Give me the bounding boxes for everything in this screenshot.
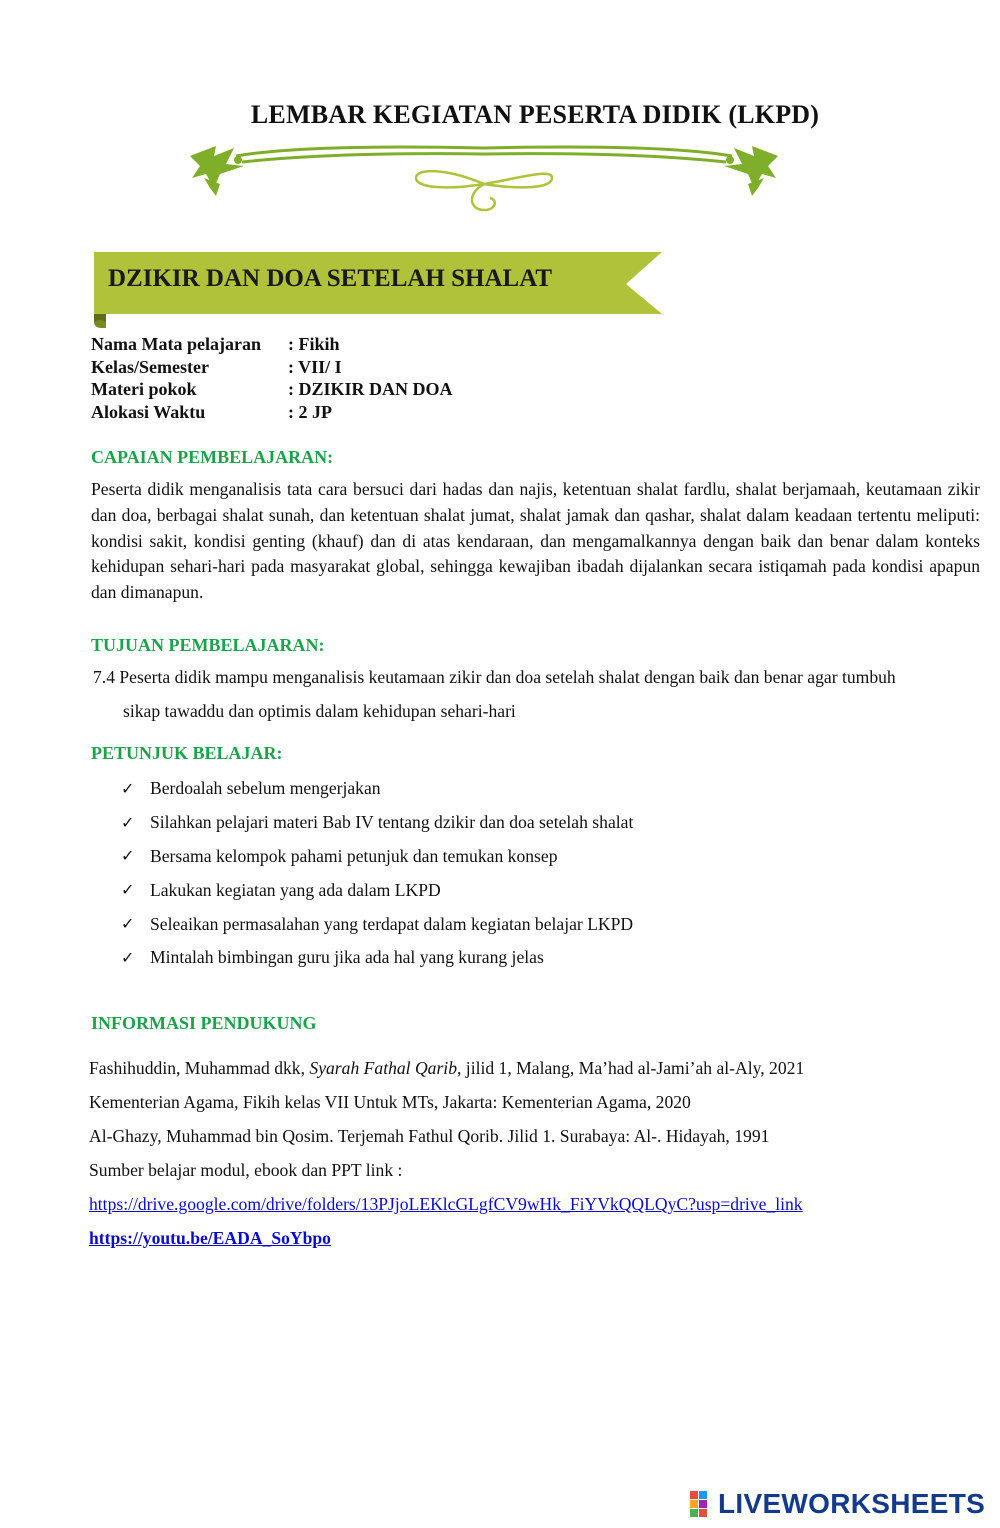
meta-row-time bbox=[91, 401, 453, 424]
reference-3: Al-Ghazy, Muhammad bin Qosim. Terjemah Fathul Qorib. Jilid 1. Surabaya: Al-. Hidayah, 1991 bbox=[89, 1126, 770, 1146]
meta-label: Nama Mata pelajaran bbox=[91, 334, 261, 354]
reference-title: Syarah Fathal Qarib, bbox=[309, 1058, 462, 1078]
check-icon: ✓ bbox=[121, 882, 135, 900]
check-icon: ✓ bbox=[121, 814, 135, 832]
liveworksheets-logo-icon bbox=[690, 1491, 718, 1517]
check-icon: ✓ bbox=[121, 848, 135, 866]
list-item bbox=[121, 772, 633, 806]
list-item bbox=[121, 941, 633, 975]
reference-2: Kementerian Agama, Fikih kelas VII Untuk MTs, Jakarta: Kementerian Agama, 2020 bbox=[89, 1092, 691, 1112]
lesson-meta bbox=[91, 333, 453, 423]
meta-label: Materi pokok bbox=[91, 379, 197, 399]
reference-author: Fashihuddin, Muhammad dkk, bbox=[89, 1058, 310, 1078]
meta-value: : DZIKIR DAN DOA bbox=[288, 379, 453, 399]
meta-value: : VII/ I bbox=[288, 356, 342, 377]
reference-1 bbox=[89, 1055, 804, 1089]
document-title: LEMBAR KEGIATAN PESERTA DIDIK (LKPD) bbox=[250, 100, 820, 129]
tujuan-line-2: sikap tawaddu dan optimis dalam kehidupan sehari-hari bbox=[123, 701, 516, 721]
list-item bbox=[121, 873, 633, 907]
list-item bbox=[121, 840, 633, 874]
check-icon: ✓ bbox=[121, 949, 135, 967]
liveworksheets-watermark bbox=[690, 1488, 985, 1520]
list-item-text: Seleaikan permasalahan yang terdapat dalam kegiatan belajar LKPD bbox=[150, 913, 634, 934]
ornament-divider bbox=[186, 138, 782, 218]
informasi-heading: INFORMASI PENDUKUNG bbox=[91, 1013, 317, 1033]
watermark-text: LIVEWORKSHEETS bbox=[718, 1488, 986, 1519]
check-icon: ✓ bbox=[121, 780, 135, 798]
drive-link[interactable]: https://drive.google.com/drive/folders/13PJjoLEKlcGLgfCV9wHk_FiYVkQQLQyC?usp=drive_link bbox=[89, 1194, 803, 1214]
meta-row-subject bbox=[91, 333, 453, 356]
list-item-text: Bersama kelompok pahami petunjuk dan temukan konsep bbox=[150, 845, 558, 866]
capaian-heading: CAPAIAN PEMBELAJARAN: bbox=[91, 447, 334, 467]
list-item-text: Mintalah bimbingan guru jika ada hal yang kurang jelas bbox=[150, 947, 544, 968]
reference-list bbox=[89, 1055, 804, 1259]
petunjuk-list bbox=[121, 772, 633, 975]
petunjuk-heading: PETUNJUK BELAJAR: bbox=[91, 743, 283, 763]
sumber-label: Sumber belajar modul, ebook dan PPT link : bbox=[89, 1160, 403, 1180]
reference-details: jilid 1, Malang, Ma’had al-Jami’ah al-Aly, 2021 bbox=[461, 1058, 805, 1078]
meta-label: Kelas/Semester bbox=[91, 356, 209, 377]
meta-row-class bbox=[91, 356, 453, 379]
meta-value: : 2 JP bbox=[288, 401, 332, 422]
list-item bbox=[121, 806, 633, 840]
youtube-link[interactable]: https://youtu.be/EADA_SoYbpo bbox=[89, 1228, 331, 1248]
banner-title: DZIKIR DAN DOA SETELAH SHALAT bbox=[108, 265, 553, 292]
meta-value: : Fikih bbox=[288, 334, 340, 354]
check-icon: ✓ bbox=[121, 916, 135, 934]
list-item-text: Silahkan pelajari materi Bab IV tentang dzikir dan doa setelah shalat bbox=[150, 812, 634, 833]
list-item-text: Lakukan kegiatan yang ada dalam LKPD bbox=[150, 879, 441, 900]
meta-row-material bbox=[91, 378, 453, 401]
capaian-text: Peserta didik menganalisis tata cara bersuci dari hadas dan najis, ketentuan shalat fardlu, shalat berjamaah, keutamaan zikir dan doa, berbagai shalat sunah, dan ketentuan shalat jumat, shalat jamak dan qashar, shalat dalam keadaan tertentu meliputi: kondisi sakit, kondisi genting (khauf) dan di atas kendaraan, dan mengamalkannya dengan baik dan benar dalam konteks kehidupan sehari-hari pada masyarakat global, sehingga kewajiban ibadah dijalankan secara istiqamah pada kondisi apapun dan dimanapun. bbox=[91, 479, 980, 603]
tujuan-line-1: 7.4 Peserta didik mampu menganalisis keutamaan zikir dan doa setelah shalat dengan baik dan benar agar tumbuh bbox=[93, 667, 896, 687]
list-item-text: Berdoalah sebelum mengerjakan bbox=[150, 778, 381, 799]
meta-label: Alokasi Waktu bbox=[91, 401, 206, 422]
list-item bbox=[121, 907, 633, 941]
tujuan-heading: TUJUAN PEMBELAJARAN: bbox=[91, 635, 325, 655]
